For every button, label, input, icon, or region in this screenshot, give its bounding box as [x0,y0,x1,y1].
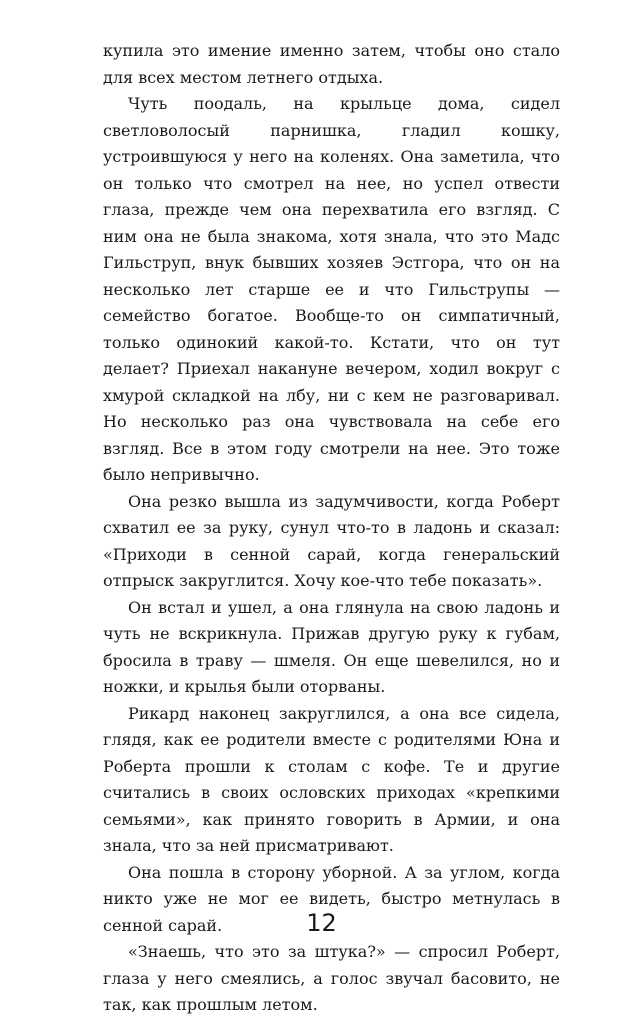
paragraph-continued: купила это имение именно затем, чтобы оно стало для всех местом летнего отдыха. [103,41,560,87]
paragraph: «Знаешь, что это за штука?» — спросил Роберт, глаза у него смеялись, а голос звучал басовито, не так, как прошлым летом. [103,942,560,1014]
paragraph: Рикард наконец закруглился, а она все сидела, глядя, как ее родители вместе с родителями Юна и Роберта прошли к столам с кофе. Те и другие считались в своих ословских приходах «крепкими семьями», как принято говорить в Армии, и она знала, что за ней присматривают. [103,703,560,855]
body-text [103,38,560,1019]
paragraph: Он встал и ушел, а она глянула на свою ладонь и чуть не вскрикнула. Прижав другую руку к губам, бросила в траву — шмеля. Он еще шевелился, но и ножки, и крылья были оторваны. [103,597,560,696]
paragraph: Она пошла в сторону уборной. А за углом, когда никто уже не мог ее видеть, быстро метнулась в сенной сарай. [103,862,560,935]
page-number: 12 [306,909,337,937]
paragraph: Она резко вышла из задумчивости, когда Роберт схватил ее за руку, сунул что-то в ладонь и сказал: «Приходи в сенной сарай, когда генеральский отпрыск закруглится. Хочу кое-что тебе показать». [103,491,560,590]
paragraph: Чуть поодаль, на крыльце дома, сидел светловолосый парнишка, гладил кошку, устроившуюся у него на коленях. Она заметила, что он только что смотрел на нее, но успел отвести глаза, прежде чем она перехватила его взгляд. С ним она не была знакома, хотя знала, что это Мадс Гильструп, внук бывших хозяев Эстгора, что он на несколько лет старше ее и что Гильструпы — семейство богатое. Вообще-то он симпатичный, только одинокий какой-то. Кстати, что он тут делает? Приехал накануне вечером, ходил вокруг с хмурой складкой на лбу, ни с кем не разговаривал. Но несколько раз она чувствовала на себе его взгляд. Все в этом году смотрели на нее. Это тоже было непривычно. [103,94,560,484]
